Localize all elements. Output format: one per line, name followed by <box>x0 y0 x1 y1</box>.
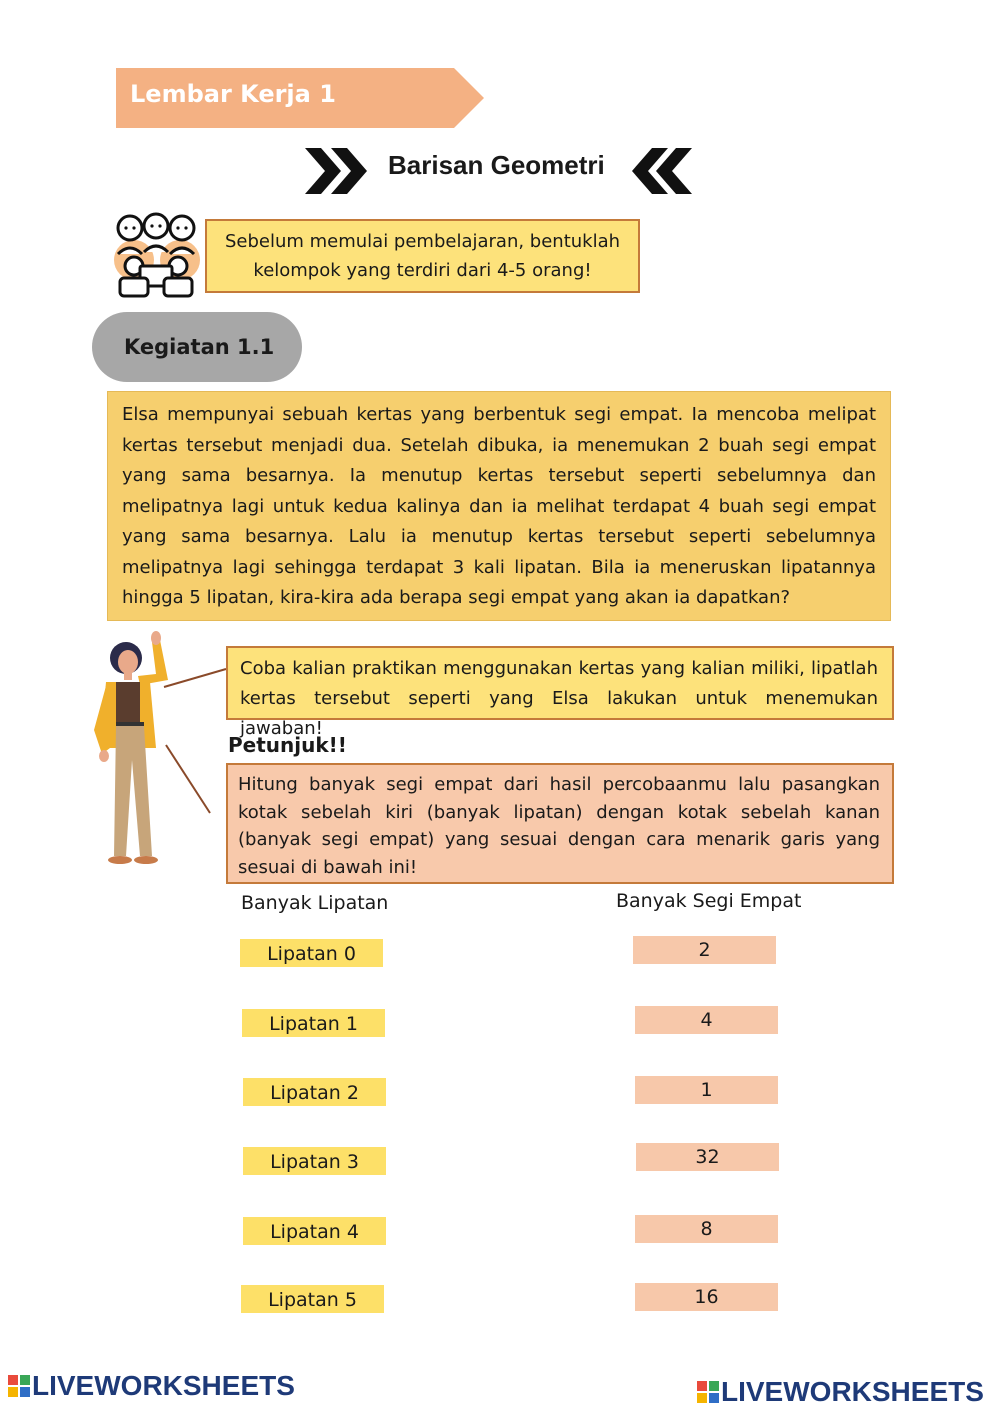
count-column-header: Banyak Segi Empat <box>616 890 802 912</box>
worksheet-badge-label: Lembar Kerja 1 <box>130 80 336 108</box>
worksheet-badge <box>116 68 484 128</box>
group-instruction-line-2: kelompok yang terdiri dari 4-5 orang! <box>253 260 592 281</box>
practice-instruction: Coba kalian praktikan menggunakan kertas yang kalian miliki, lipatlah kertas tersebut seperti yang Elsa lakukan untuk menemukan jawaban! <box>226 646 894 720</box>
callout-lines <box>160 665 230 815</box>
liveworksheets-mark-icon <box>697 1381 719 1403</box>
fold-box-5[interactable]: Lipatan 5 <box>241 1285 384 1313</box>
liveworksheets-logo-right[interactable] <box>697 1376 984 1408</box>
fold-box-3[interactable]: Lipatan 3 <box>243 1147 386 1175</box>
chevron-right-icon <box>305 148 369 194</box>
group-instruction-line-1: Sebelum memulai pembelajaran, bentuklah <box>224 231 621 252</box>
count-box-0[interactable]: 2 <box>633 936 776 964</box>
count-box-1[interactable]: 4 <box>635 1006 778 1034</box>
count-box-2[interactable]: 1 <box>635 1076 778 1104</box>
fold-box-4[interactable]: Lipatan 4 <box>243 1217 386 1245</box>
brand-text-left: LIVEWORKSHEETS <box>32 1370 295 1401</box>
activity-label: Kegiatan 1.1 <box>92 312 302 382</box>
fold-box-1[interactable]: Lipatan 1 <box>242 1009 385 1037</box>
fold-box-0[interactable]: Lipatan 0 <box>240 939 383 967</box>
liveworksheets-logo-left[interactable] <box>8 1370 295 1402</box>
fold-column-header: Banyak Lipatan <box>241 892 389 914</box>
hint-title: Petunjuk!! <box>228 733 347 757</box>
hint-text: Hitung banyak segi empat dari hasil percobaanmu lalu pasangkan kotak sebelah kiri (banyak lipatan) dengan kotak sebelah kanan (banyak segi empat) yang sesuai dengan cara menarik garis yang sesuai di bawah ini! <box>226 763 894 884</box>
group-people-icon <box>110 210 202 300</box>
liveworksheets-mark-icon <box>8 1375 30 1397</box>
group-instruction <box>205 219 640 293</box>
chevron-left-icon <box>630 148 694 194</box>
story-text: Elsa mempunyai sebuah kertas yang berbentuk segi empat. Ia mencoba melipat kertas tersebut menjadi dua. Setelah dibuka, ia menemukan 2 buah segi empat yang sama besarnya. Ia menutup kertas tersebut seperti sebelumnya dan melipatnya lagi untuk kedua kalinya dan ia melihat terdapat 4 buah segi empat yang sama besarnya. Lalu ia menutup kertas tersebut seperti sebelumnya melipatnya lagi sehingga terdapat 3 kali lipatan. Bila ia meneruskan lipatannya hingga 5 lipatan, kira-kira ada berapa segi empat yang akan ia dapatkan? <box>107 391 891 621</box>
count-box-3[interactable]: 32 <box>636 1143 779 1171</box>
brand-text-right: LIVEWORKSHEETS <box>721 1376 984 1407</box>
page-title: Barisan Geometri <box>388 150 605 180</box>
count-box-5[interactable]: 16 <box>635 1283 778 1311</box>
count-box-4[interactable]: 8 <box>635 1215 778 1243</box>
fold-box-2[interactable]: Lipatan 2 <box>243 1078 386 1106</box>
